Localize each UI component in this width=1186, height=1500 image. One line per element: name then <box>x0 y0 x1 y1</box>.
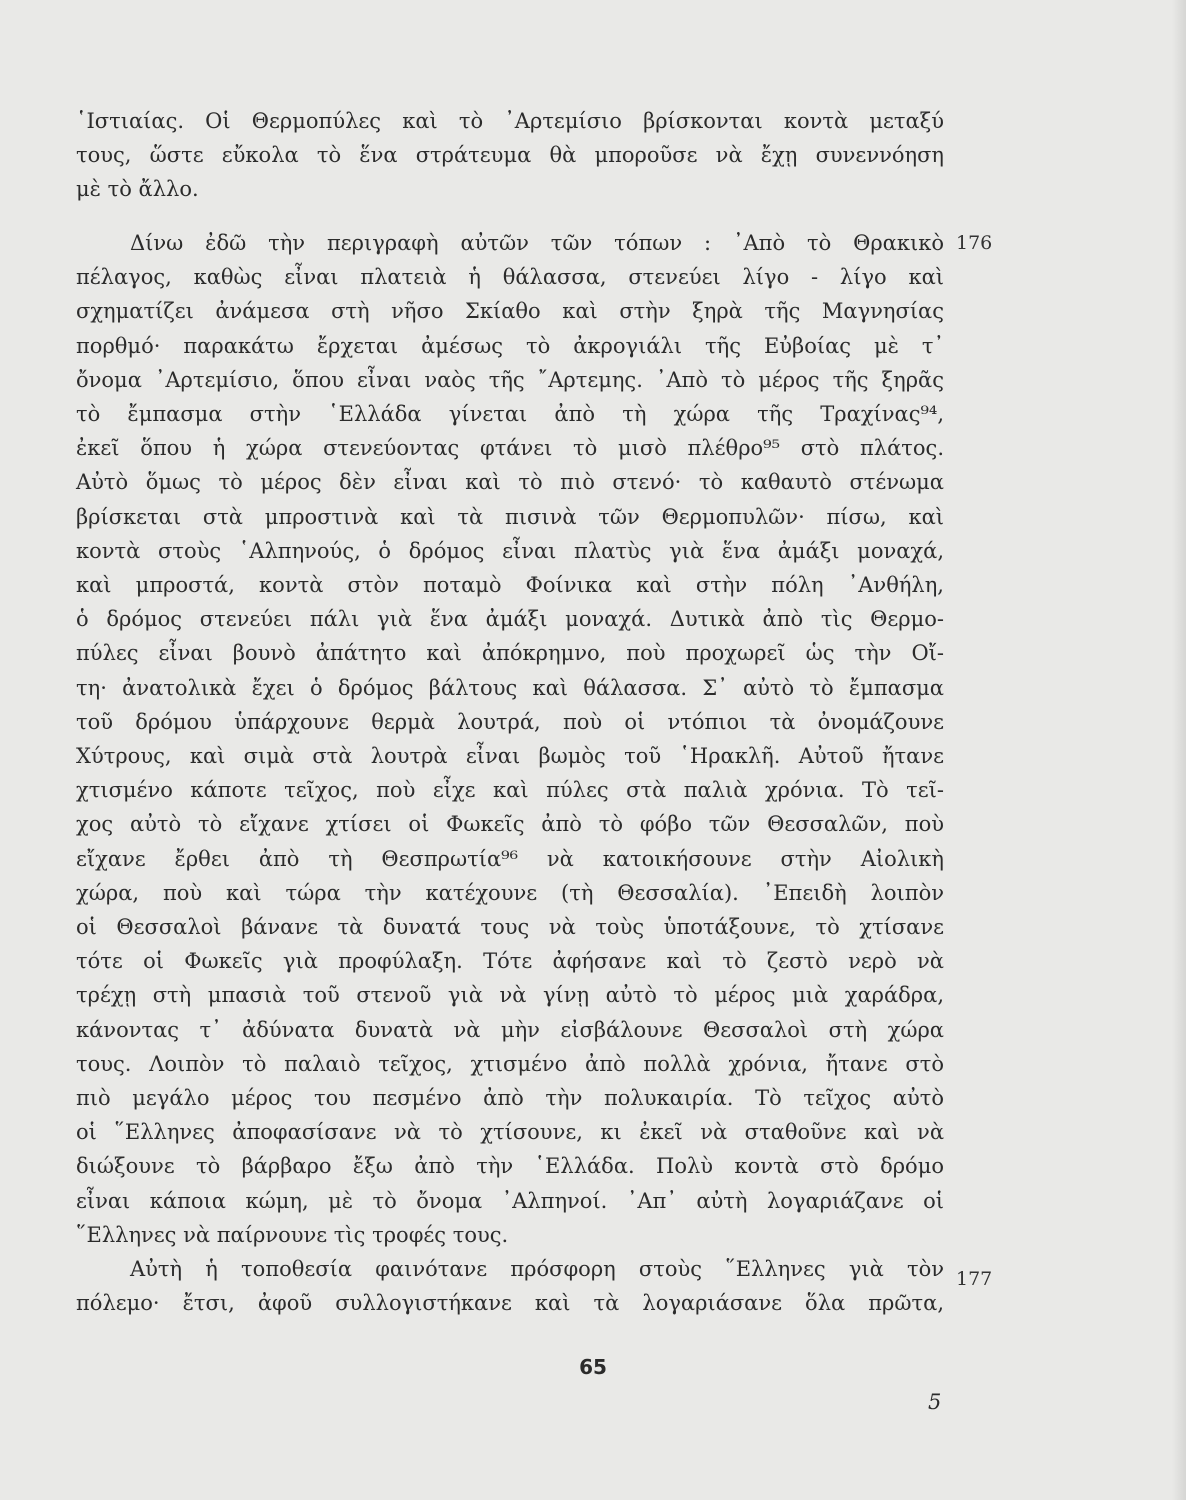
text-line: τους. Λοιπὸν τὸ παλαιὸ τεῖχος, χτισμένο ἀπὸ πολλὰ χρόνια, ἤτανε στὸ <box>76 1051 944 1076</box>
text-line: Αὐτὸ ὅμως τὸ μέρος δὲν εἶναι καὶ τὸ πιὸ στενό· τὸ καθαυτὸ στένωμα <box>76 470 944 495</box>
margin-section-number: 176 <box>956 232 993 254</box>
text-line: πύλες εἶναι βουνὸ ἀπάτητο καὶ ἀπόκρημνο, ποὺ προχωρεῖ ὡς τὴν Οἴ- <box>76 641 944 666</box>
text-line: οἱ ῞Ελληνες ἀποφασίσανε νὰ τὸ χτίσουνε, κι ἐκεῖ νὰ σταθοῦνε καὶ νὰ <box>76 1120 944 1145</box>
text-line: τὸ ἔμπασμα στὴν ῾Ελλάδα γίνεται ἀπὸ τὴ χώρα τῆς Τραχίνας⁹⁴, <box>76 402 944 427</box>
text-line: καὶ μπροστά, κοντὰ στὸν ποταμὸ Φοίνικα καὶ στὴν πόλη ᾿Ανθήλη, <box>76 573 944 598</box>
signature-mark: 5 <box>928 1390 942 1414</box>
text-line: οἱ Θεσσαλοὶ βάνανε τὰ δυνατά τους νὰ τοὺς ὑποτάξουνε, τὸ χτίσανε <box>76 915 944 940</box>
text-line: πόλεμο· ἔτσι, ἀφοῦ συλλογιστήκανε καὶ τὰ λογαριάσανε ὅλα πρῶτα, <box>76 1291 944 1316</box>
text-line: τους, ὥστε εὔκολα τὸ ἕνα στράτευμα θὰ μποροῦσε νὰ ἔχῃ συνεννόηση <box>76 143 944 168</box>
text-line: βρίσκεται στὰ μπροστινὰ καὶ τὰ πισινὰ τῶν Θερμοπυλῶν· πίσω, καὶ <box>76 504 944 529</box>
text-line: τοῦ δρόμου ὑπάρχουνε θερμὰ λουτρά, ποὺ οἱ ντόπιοι τὰ ὀνομάζουνε <box>76 709 944 734</box>
text-line: Αὐτὴ ἡ τοποθεσία φαινότανε πρόσφορη στοὺς ῞Ελληνες γιὰ τὸν <box>130 1257 944 1281</box>
text-line: ῞Ελληνες νὰ παίρνουνε τὶς τροφές τους. <box>76 1222 509 1247</box>
text-line: εἶναι κάποια κώμη, μὲ τὸ ὄνομα ᾿Αλπηνοί. ᾿Απ᾿ αὐτὴ λογαριάζανε οἱ <box>76 1188 944 1213</box>
paragraph-3 <box>76 1252 944 1320</box>
text-line: κοντὰ στοὺς ῾Αλπηνούς, ὁ δρόμος εἶναι πλατὺς γιὰ ἕνα ἀμάξι μοναχά, <box>76 538 944 563</box>
paragraph-2 <box>76 226 944 1252</box>
text-line: Δίνω ἐδῶ τὴν περιγραφὴ αὐτῶν τῶν τόπων : ᾿Απὸ τὸ Θρακικὸ <box>130 231 944 255</box>
text-line: ἐκεῖ ὅπου ἡ χώρα στενεύοντας φτάνει τὸ μισὸ πλέθρο⁹⁵ στὸ πλάτος. <box>76 436 944 461</box>
text-line: εἴχανε ἔρθει ἀπὸ τὴ Θεσπρωτία⁹⁶ νὰ κατοικήσουνε στὴν Αἰολικὴ <box>76 846 944 871</box>
text-line: πιὸ μεγάλο μέρος του πεσμένο ἀπὸ τὴν πολυκαιρία. Τὸ τεῖχος αὐτὸ <box>76 1086 944 1111</box>
text-line: πορθμό· παρακάτω ἔρχεται ἀμέσως τὸ ἀκρογιάλι τῆς Εὐβοίας μὲ τ᾿ <box>76 333 944 358</box>
page-edge-shadow <box>1172 0 1186 1500</box>
text-line: Χύτρους, καὶ σιμὰ στὰ λουτρὰ εἶναι βωμὸς τοῦ ῾Ηρακλῆ. Αὐτοῦ ἤτανε <box>76 744 944 769</box>
text-line: χτισμένο κάποτε τεῖχος, ποὺ εἶχε καὶ πύλες στὰ παλιὰ χρόνια. Τὸ τεῖ- <box>76 778 944 803</box>
text-line: τη· ἀνατολικὰ ἔχει ὁ δρόμος βάλτους καὶ θάλασσα. Σ᾿ αὐτὸ τὸ ἔμπασμα <box>76 675 944 700</box>
text-line: σχηματίζει ἀνάμεσα στὴ νῆσο Σκίαθο καὶ στὴν ξηρὰ τῆς Μαγνησίας <box>76 299 944 324</box>
text-line: ὄνομα ᾿Αρτεμίσιο, ὅπου εἶναι ναὸς τῆς ῎Αρτεμης. ᾿Απὸ τὸ μέρος τῆς ξηρᾶς <box>76 367 944 392</box>
text-line: διώξουνε τὸ βάρβαρο ἔξω ἀπὸ τὴν ῾Ελλάδα. Πολὺ κοντὰ στὸ δρόμο <box>76 1154 944 1179</box>
text-line: τρέχῃ στὴ μπασιὰ τοῦ στενοῦ γιὰ νὰ γίνῃ αὐτὸ τὸ μέρος μιὰ χαράδρα, <box>76 983 944 1008</box>
text-line: κάνοντας τ᾿ ἀδύνατα δυνατὰ νὰ μὴν εἰσβάλουνε Θεσσαλοὶ στὴ χώρα <box>76 1017 944 1042</box>
page-number: 65 <box>579 1355 607 1379</box>
text-line: μὲ τὸ ἄλλο. <box>76 177 199 202</box>
text-line: χώρα, ποὺ καὶ τώρα τὴν κατέχουνε (τὴ Θεσσαλία). ᾿Επειδὴ λοιπὸν <box>76 880 944 905</box>
margin-section-number: 177 <box>956 1268 993 1290</box>
paragraph-1 <box>76 104 944 207</box>
text-line: ῾Ιστιαίας. Οἱ Θερμοπύλες καὶ τὸ ᾿Αρτεμίσιο βρίσκονται κοντὰ μεταξύ <box>76 109 944 133</box>
text-line: ὁ δρόμος στενεύει πάλι γιὰ ἕνα ἀμάξι μοναχά. Δυτικὰ ἀπὸ τὶς Θερμο- <box>76 607 944 632</box>
text-line: χος αὐτὸ τὸ εἴχανε χτίσει οἱ Φωκεῖς ἀπὸ τὸ φόβο τῶν Θεσσαλῶν, ποὺ <box>76 812 944 837</box>
text-line: πέλαγος, καθὼς εἶναι πλατειὰ ἡ θάλασσα, στενεύει λίγο - λίγο καὶ <box>76 265 944 290</box>
text-line: τότε οἱ Φωκεῖς γιὰ προφύλαξη. Τότε ἀφήσανε καὶ τὸ ζεστὸ νερὸ νὰ <box>76 949 944 974</box>
